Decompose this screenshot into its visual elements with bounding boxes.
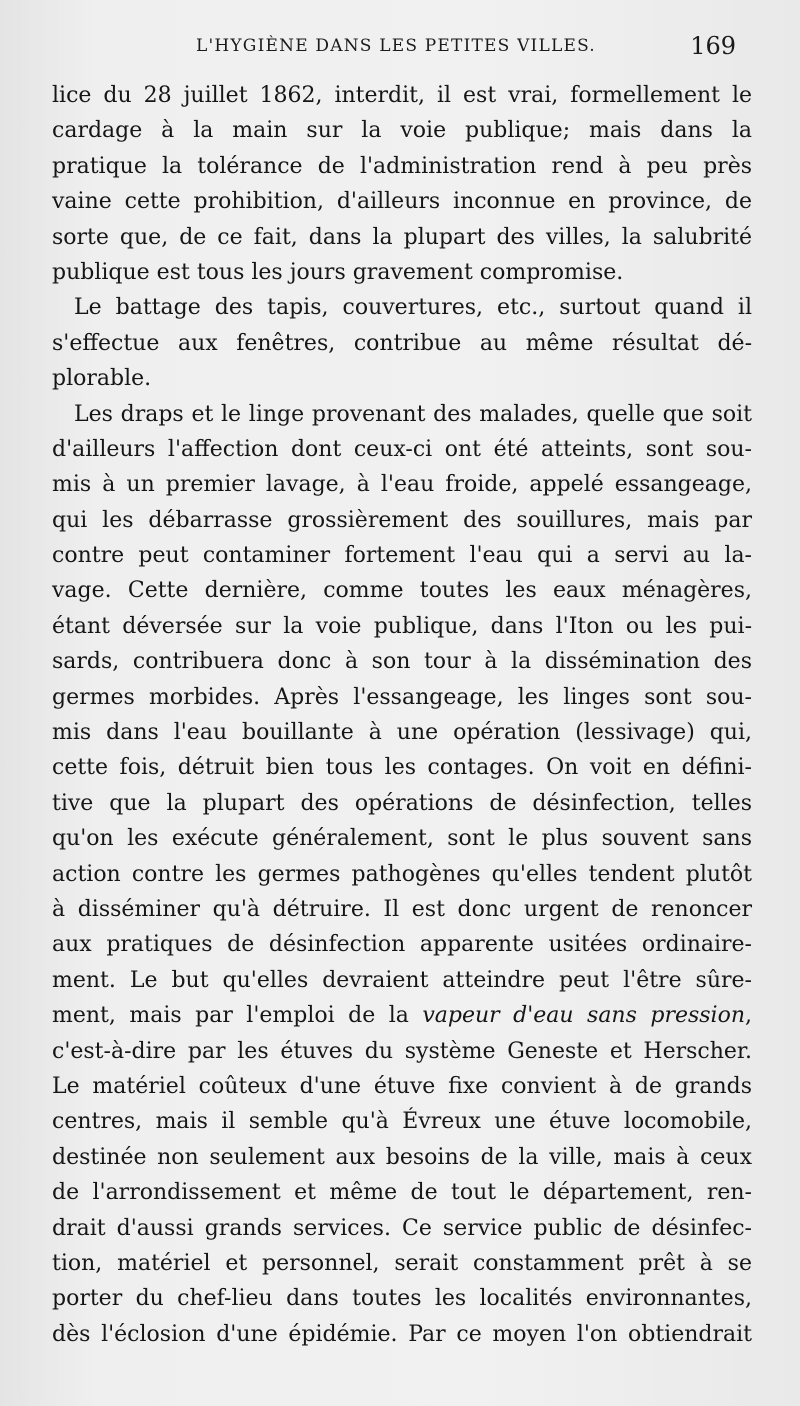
text-line: porter du chef-lieu dans toutes les localités environnantes, [52,1286,752,1312]
text-line: publique est tous les jours gravement compromise. [52,259,624,285]
text-line: drait d'aussi grands services. Ce service public de désinfec- [52,1215,752,1241]
line-part: , [745,1003,753,1029]
text-line: s'effectue aux fenêtres, contribue au même résultat dé- [52,330,752,356]
text-line: c'est-à-dire par les étuves du système Geneste et Herscher. [52,1038,752,1064]
text-line: Les draps et le linge provenant des malades, quelle que soit [74,401,752,427]
running-title: L'HYGIÈNE DANS LES PETITES VILLES. [196,36,596,56]
line-part: ment, mais par l'emploi de la [52,1003,423,1029]
text-line: qu'on les exécute généralement, sont le plus souvent sans [52,826,752,852]
text-line: de l'arrondissement et même de tout le département, ren- [52,1180,752,1206]
text-line: ment. Le but qu'elles devraient atteindre peut l'être sûre- [52,967,752,993]
text-line: vaine cette prohibition, d'ailleurs inconnue en province, de [52,189,752,215]
text-line: mis à un premier lavage, à l'eau froide, appelé essangeage, [52,472,752,498]
text-line: sards, contribuera donc à son tour à la dissémination des [52,649,752,675]
italic-phrase: vapeur d'eau sans pression [422,1003,746,1029]
text-line: mis dans l'eau bouillante à une opération (lessivage) qui, [52,720,752,746]
text-line: lice du 28 juillet 1862, interdit, il est vrai, formellement le [52,83,752,108]
text-line: pratique la tolérance de l'administration rend à peu près [52,153,752,179]
running-head [0,32,800,76]
text-line-with-italic [52,998,752,1033]
text-line: qui les débarrasse grossièrement des souillures, mais par [52,507,752,533]
text-line: action contre les germes pathogènes qu'elles tendent plutôt [52,861,752,887]
text-line: aux pratiques de désinfection apparente usitées ordinaire- [52,932,752,958]
text-line: Le matériel coûteux d'une étuve fixe convient à de grands [52,1073,752,1099]
text-line: tion, matériel et personnel, serait constamment prêt à se [52,1250,752,1276]
text-line: à disséminer qu'à détruire. Il est donc urgent de renoncer [52,896,752,922]
text-line: tive que la plupart des opérations de désinfection, telles [52,790,752,816]
body-text [52,78,752,1352]
text-line: centres, mais il semble qu'à Évreux une étuve locomobile, [52,1109,752,1135]
text-line: contre peut contaminer fortement l'eau qui a servi au la- [52,543,752,569]
text-line: plorable. [52,366,152,392]
text-line: dès l'éclosion d'une épidémie. Par ce moyen l'on obtiendrait [52,1321,752,1347]
text-line: Le battage des tapis, couvertures, etc., surtout quand il [74,295,752,321]
text-line: cardage à la main sur la voie publique; mais dans la [52,118,752,144]
text-line: destinée non seulement aux besoins de la ville, mais à ceux [52,1144,752,1170]
text-line: d'ailleurs l'affection dont ceux-ci ont été atteints, sont sou- [52,436,752,462]
text-line: germes morbides. Après l'essangeage, les linges sont sou- [52,684,752,710]
page-number: 169 [690,32,736,60]
text-line: sorte que, de ce fait, dans la plupart des villes, la salubrité [52,224,752,250]
text-line: cette fois, détruit bien tous les contages. On voit en défini- [52,755,752,781]
text-line: vage. Cette dernière, comme toutes les eaux ménagères, [52,578,752,604]
text-line: étant déversée sur la voie publique, dans l'Iton ou les pui- [52,613,752,639]
